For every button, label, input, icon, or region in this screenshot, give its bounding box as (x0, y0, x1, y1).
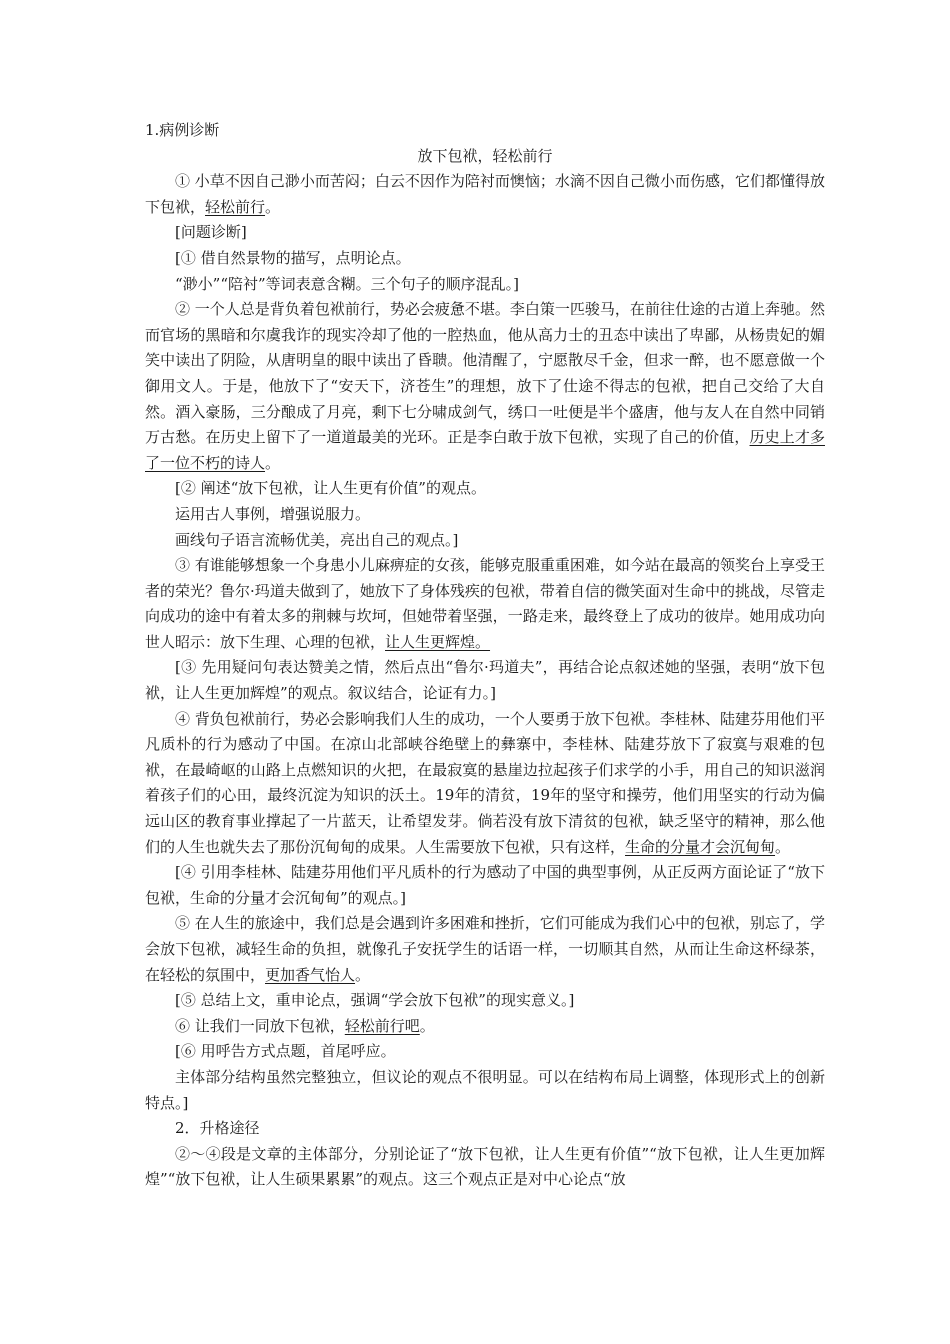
document-page (145, 118, 825, 1193)
paragraph-5 (145, 911, 825, 988)
comment-4: [④ 引用李桂林、陆建芬用他们平凡质朴的行为感动了中国的典型事例，从正反两方面论证了“放下包袱，生命的分量才会沉甸甸”的观点。] (145, 863, 825, 907)
paragraph-5-end: 。 (355, 965, 371, 984)
paragraph-5-underline: 更加香气怡人 (265, 965, 356, 984)
paragraph-6 (145, 1014, 825, 1040)
paragraph-1-text: ① 小草不因自己渺小而苦闷；白云不因作为陪衬而懊恼；水滴不因自己微小而伤感，它们都懂得放下包袱， (145, 172, 825, 216)
comment-2a: [② 阐述“放下包袱，让人生更有价值”的观点。 (175, 479, 486, 498)
paragraph-4 (145, 707, 825, 861)
paragraph-4-end: 。 (775, 837, 791, 856)
paragraph-2-text: ② 一个人总是背负着包袱前行，势必会疲惫不堪。李白策一匹骏马，在前往仕途的古道上奔驰。然而官场的黑暗和尔虞我诈的现实冷却了他的一腔热血，他从高力士的丑态中读出了卑鄙，从杨贵妃的媚笑中读出了阴险，从唐明皇的眼中读出了昏聩。他清醒了，宁愿散尽千金，但求一醉，也不愿意做一个御用文人。于是，他放下了“安天下，济苍生”的理想，放下了仕途不得志的包袱，把自己交给了大自然。酒入豪肠，三分酿成了月亮，剩下七分啸成剑气，绣口一吐便是半个盛唐，他与友人在自然中同销万古愁。在历史上留下了一道道最美的光环。正是李白敢于放下包袱，实现了自己的价值， (145, 300, 825, 447)
paragraph-3-text: ③ 有谁能够想象一个身患小儿麻痹症的女孩，能够克服重重困难，如今站在最高的领奖台上享受王者的荣光？鲁尔·玛道夫做到了，她放下了身体残疾的包袱，带着自信的微笑面对生命中的挑战，尽管走向成功的途中有着太多的荆棘与坎坷，但她带着坚强，一路走来，最终登上了成功的彼岸。她用成功向世人昭示：放下生理、心理的包袱， (145, 556, 825, 651)
comment-1a: [① 借自然景物的描写，点明论点。 (175, 248, 411, 267)
paragraph-6-text: ⑥ 让我们一同放下包袱， (175, 1016, 345, 1035)
paragraph-3 (145, 553, 825, 655)
paragraph-1 (145, 169, 825, 220)
paragraph-7: ②～④段是文章的主体部分，分别论证了“放下包袱，让人生更有价值”“放下包袱，让人生更加辉煌”“放下包袱，让人生硕果累累”的观点。这三个观点正是对中心论点“放 (145, 1144, 825, 1189)
comment-2c: 画线句子语言流畅优美，亮出自己的观点。] (175, 530, 459, 549)
paragraph-6-underline: 轻松前行吧 (344, 1016, 420, 1035)
comment-6b: 主体部分结构虽然完整独立，但议论的观点不很明显。可以在结构布局上调整，体现形式上的创新特点。] (145, 1067, 825, 1112)
paragraph-4-underline: 生命的分量才会沉甸甸 (625, 837, 776, 856)
paragraph-1-end: 。 (265, 197, 281, 216)
paragraph-2-end: 。 (265, 453, 281, 472)
comment-2b: 运用古人事例，增强说服力。 (175, 504, 371, 523)
comment-5: [⑤ 总结上文，重申论点，强调“学会放下包袱”的现实意义。] (175, 991, 575, 1010)
paragraph-5-text: ⑤ 在人生的旅途中，我们总是会遇到许多困难和挫折，它们可能成为我们心中的包袱，别忘了，学会放下包袱，减轻生命的负担，就像孔子安抚学生的话语一样，一切顺其自然，从而让生命这杯绿茶，在轻松的氛围中， (145, 914, 825, 984)
essay-title: 放下包袱，轻松前行 (417, 146, 553, 165)
comment-1b: “渺小”“陪衬”等词表意含糊。三个句子的顺序混乱。] (175, 274, 520, 293)
paragraph-2 (145, 297, 825, 476)
section2-heading: 2．升格途径 (175, 1119, 260, 1138)
diagnosis-heading: [问题诊断] (175, 223, 247, 242)
paragraph-1-underline: 轻松前行 (205, 197, 266, 216)
paragraph-6-end: 。 (419, 1016, 435, 1035)
section1-heading: 1.病例诊断 (145, 121, 220, 139)
comment-6a: [⑥ 用呼告方式点题，首尾呼应。 (175, 1042, 396, 1061)
comment-3: [③ 先用疑问句表达赞美之情，然后点出“鲁尔·玛道夫”，再结合论点叙述她的坚强，表明“放下包袱，让人生更加辉煌”的观点。叙议结合，论证有力。] (145, 658, 825, 703)
paragraph-3-underline: 让人生更辉煌。 (385, 632, 491, 651)
paragraph-4-text: ④ 背负包袱前行，势必会影响我们人生的成功，一个人要勇于放下包袱。李桂林、陆建芬用他们平凡质朴的行为感动了中国。在凉山北部峡谷绝壁上的彝寨中，李桂林、陆建芬放下了寂寞与艰难的包袱，在最崎岖的山路上点燃知识的火把，在最寂寞的悬崖边拉起孩子们求学的小手，用自己的知识滋润着孩子们的心田，最终沉淀为知识的沃土。19年的清贫，19年的坚守和操劳，他们用坚实的行动为偏远山区的教育事业撑起了一片蓝天，让希望发芽。倘若没有放下清贫的包袱，缺乏坚守的精神，那么他们的人生也就失去了那份沉甸甸的成果。人生需要放下包袱，只有这样， (145, 709, 825, 856)
paragraph-2-underline: 历史上才多了一位不朽的诗人 (145, 428, 825, 472)
